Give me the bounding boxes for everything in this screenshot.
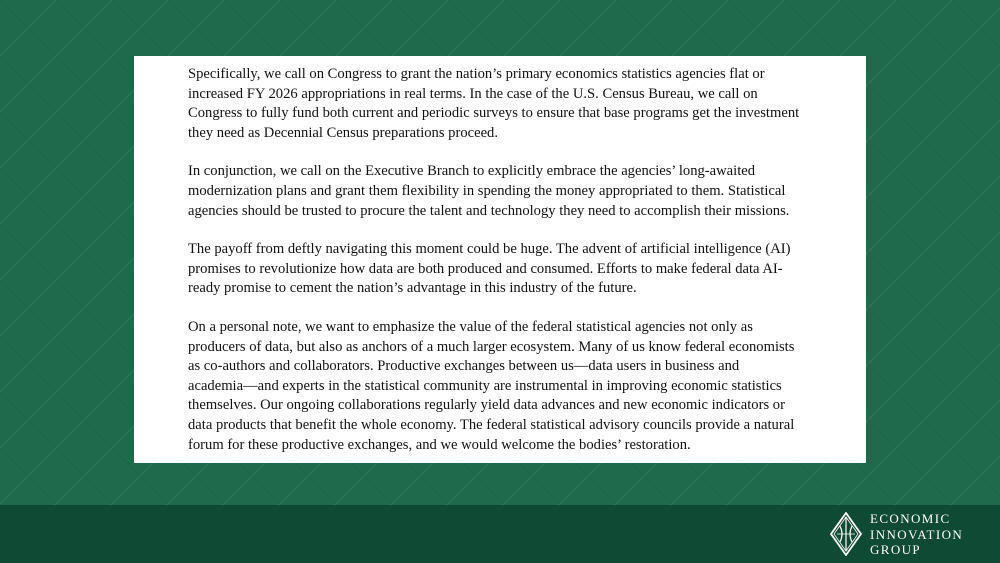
text-line: as co-authors and collaborators. Productive exchanges between us—data users in business and	[188, 358, 740, 375]
text-line: Congress to fully fund both current and periodic surveys to ensure that base programs get the investment	[188, 105, 800, 122]
eig-diamond-icon	[830, 512, 862, 556]
logo-line: ECONOMIC	[870, 511, 951, 526]
letter-text-panel	[134, 56, 866, 463]
text-line: promises to revolutionize how data are both produced and consumed. Efforts to make federal data AI-	[188, 260, 783, 277]
text-line: The payoff from deftly navigating this moment could be huge. The advent of artificial intelligence (AI)	[188, 241, 791, 258]
text-line: increased FY 2026 appropriations in real terms. In the case of the U.S. Census Bureau, we call on	[188, 85, 758, 102]
logo-wordmark	[870, 511, 963, 558]
text-line: In conjunction, we call on the Executive Branch to explicitly embrace the agencies’ long-awaited	[188, 163, 756, 180]
text-line: forum for these productive exchanges, and we would welcome the bodies’ restoration.	[188, 436, 691, 453]
text-line: they need as Decennial Census preparations proceed.	[188, 124, 498, 141]
text-line: data products that benefit the whole economy. The federal statistical advisory councils provide a natural	[188, 416, 795, 433]
text-line: Specifically, we call on Congress to grant the nation’s primary economics statistics agencies flat or	[188, 66, 765, 82]
text-line: academia—and experts in the statistical community are instrumental in improving economic statistics	[188, 377, 782, 394]
paragraph-executive-branch	[188, 162, 846, 221]
paragraph-appropriations	[188, 65, 846, 143]
text-line: themselves. Our ongoing collaborations regularly yield data advances and new economic indicators or	[188, 397, 785, 414]
text-line: producers of data, but also as anchors of a much larger ecosystem. Many of us know federal economists	[188, 338, 795, 355]
text-line: modernization plans and grant them flexibility in spending the money appropriated to them. Statistical	[188, 182, 786, 199]
eig-logo	[830, 511, 990, 557]
text-line: On a personal note, we want to emphasize the value of the federal statistical agencies not only as	[188, 318, 753, 335]
logo-line: GROUP	[870, 542, 922, 557]
paragraph-ai-payoff	[188, 240, 846, 299]
logo-line: INNOVATION	[870, 526, 964, 542]
text-line: agencies should be trusted to procure the talent and technology they need to accomplish their missions.	[188, 202, 790, 219]
paragraph-personal-note	[188, 318, 846, 455]
text-line: ready promise to cement the nation’s advantage in this industry of the future.	[188, 280, 637, 297]
